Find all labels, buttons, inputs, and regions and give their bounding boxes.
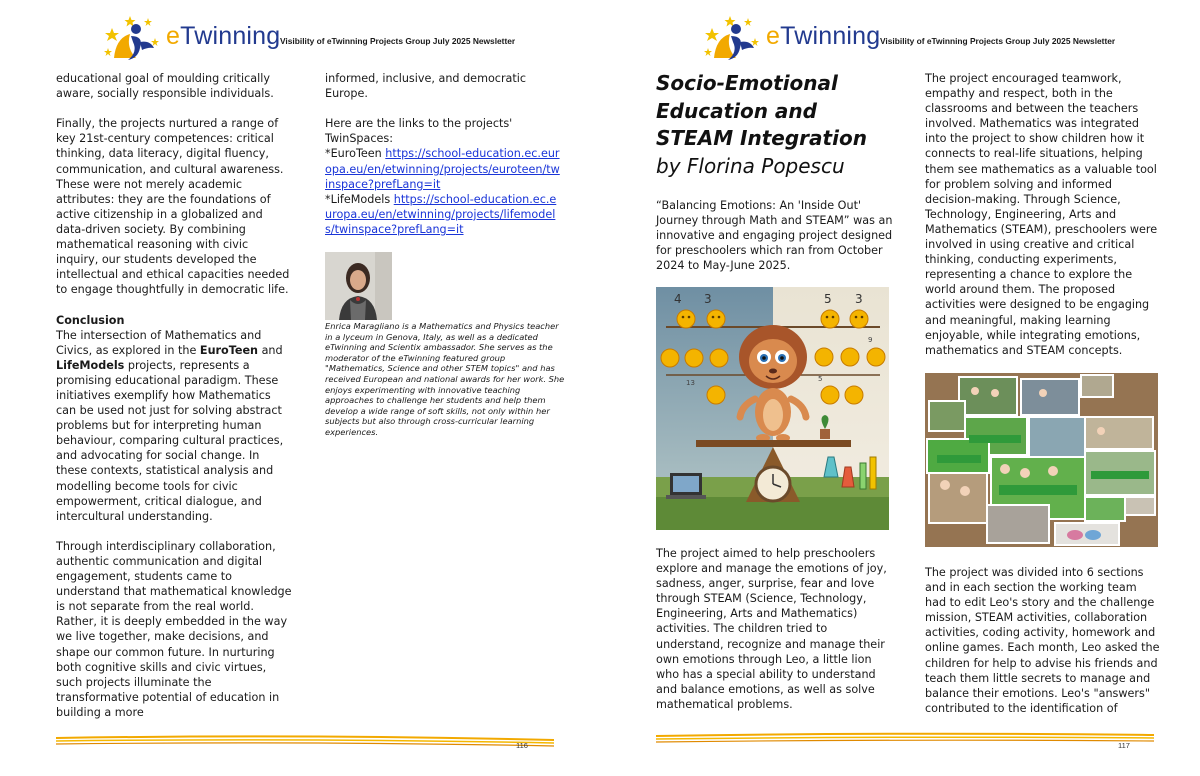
illustration-number: 3	[704, 292, 712, 306]
lifemodels-link[interactable]: https://school-education.ec.europa.eu/en/etwinning/projects/lifemodels/twinspace?prefLang=it	[325, 192, 557, 236]
paragraph: The project aimed to help preschoolers explore and manage the emotions of joy, sadness, anger, surprise, fear and love through STEAM (Science, Technology, Engineering, Arts and Mathematics) activities. The children tried to understand, recognize and manage their own emotions through Leo, a little lion who has a special ability to understand and balance emotions, as well as solve mathematical problems.	[656, 547, 887, 711]
logo-wordmark: eTwinning	[766, 22, 881, 50]
links-intro: Here are the links to the projects' TwinSpaces:	[325, 117, 513, 146]
page-header	[700, 14, 1140, 64]
article-title-block	[656, 70, 894, 180]
paragraph: educational goal of moulding critically aware, socially responsible individuals.	[56, 72, 274, 101]
conclusion-heading: Conclusion	[56, 313, 125, 327]
page-number: 117	[1118, 741, 1130, 750]
lifemodels-link-line: *LifeModels https://school-education.ec.europa.eu/en/etwinning/projects/lifemodels/twinspace?prefLang=it	[325, 192, 557, 236]
newsletter-title: Visibility of eTwinning Projects Group July 2025 Newsletter	[280, 36, 516, 46]
page-number: 116	[516, 741, 528, 750]
article-byline: by Florina Popescu	[656, 153, 845, 178]
illustration-number: 5	[824, 292, 832, 306]
paragraph: “Balancing Emotions: An 'Inside Out' Journey through Math and STEAM” was an innovative and engaging project designed for preschoolers which ran from October 2024 to May-June 2025.	[656, 199, 893, 273]
classroom-photo-collage	[925, 373, 1158, 547]
euroteen-link-line: *EuroTeen https://school-education.ec.europa.eu/en/etwinning/projects/euroteen/twinspace?prefLang=it	[325, 147, 560, 191]
left-column-1	[56, 71, 292, 735]
logo-wordmark: eTwinning	[166, 22, 281, 50]
illustration-number: 3	[855, 292, 863, 306]
paragraph: informed, inclusive, and democratic Europe.	[325, 72, 527, 101]
lion-balance-illustration	[656, 287, 889, 530]
page-header	[100, 14, 540, 64]
article-title: Socio-Emotional Education and STEAM Integration	[656, 71, 867, 150]
footer-wave-icon	[56, 734, 554, 748]
illustration-number: 4	[674, 292, 682, 306]
right-column-2	[925, 71, 1161, 373]
footer-wave-icon	[656, 730, 1154, 744]
right-page	[600, 0, 1200, 776]
paragraph: The intersection of Mathematics and Civics, as explored in the EuroTeen and LifeModels projects, represents a promising educational paradigm. These initiatives exemplify how Mathematics can be used not just for solving abstract problems but for interpreting human behaviour, comparing cultural practices, and advocating for social change. In these contexts, statistical analysis and modelling become tools for civic empowerment, critical dialogue, and intercultural understanding.	[56, 328, 284, 523]
right-column-1-lower	[656, 546, 894, 727]
illustration-number: 9	[868, 336, 873, 344]
paragraph: Finally, the projects nurtured a range of key 21st-century competences: critical thinking, data literacy, digital fluency, communication, and cultural awareness. These were not merely academic attributes: they are the foundations of active citizenship in a globalized and data-driven society. By combining mathematical reasoning with civic inquiry, our students developed the intellectual and ethical capacities needed to engage thoughtfully in democratic life.	[56, 117, 290, 297]
left-column-2	[325, 71, 561, 237]
paragraph: The project encouraged teamwork, empathy and respect, both in the classrooms and between the teachers involved. Mathematics was integrated into the project to show children how it connects to real-life situations, helping them see mathematics as a valuable tool for problem solving and informed decision-making. Through Science, Technology, Engineering, Arts and Mathematics (STEAM), preschoolers were involved in using creative and critical thinking, conducting experiments, representing a chance to explore the world around them. The proposed activities were designed to be engaging and meaningful, making learning enjoyable, while integrating emotions, mathematics and STEAM concepts.	[925, 72, 1158, 357]
euroteen-link[interactable]: https://school-education.ec.europa.eu/en/etwinning/projects/euroteen/twinspace?prefLang=it	[325, 147, 560, 191]
paragraph: The project was divided into 6 sections and in each section the working team had to edit Leo's story and the challenge mission, STEAM activities, collaboration activities, coding activity, homework and online games. Each month, Leo asked the children for help to advise his friends and teach them little secrets to manage and balance their emotions. Leo's "answers" contributed to the identification of	[925, 566, 1160, 715]
right-column-2-lower	[925, 565, 1161, 731]
newsletter-title: Visibility of eTwinning Projects Group July 2025 Newsletter	[880, 36, 1116, 46]
right-column-1	[656, 70, 894, 289]
author-caption: Enrica Maragliano is a Mathematics and Physics teacher in a lyceum in Genova, Italy, as well as a dedicated eTwinning and Scientix ambassador. She serves as the moderator of the eTwinning featured group "Mathematics, Science and other STEM topics" and has received European and national awards for her work. She enjoys experimenting with innovative teaching approaches to challenge her students and help them develop a wide range of soft skills, not only within her subjects but also through cross-curricular learning experiences.	[325, 321, 565, 437]
author-photo	[325, 252, 392, 320]
illustration-number: 13	[686, 379, 695, 387]
paragraph: Through interdisciplinary collaboration, authentic communication and digital engagement, students came to understand that mathematical knowledge is not separate from the real world. Rather, it is deeply embedded in the way we live together, make decisions, and shape our common future. In nurturing both cognitive skills and civic virtues, such projects illuminate the transformative potential of education in building a more	[56, 539, 292, 719]
illustration-number: 5	[818, 375, 823, 383]
